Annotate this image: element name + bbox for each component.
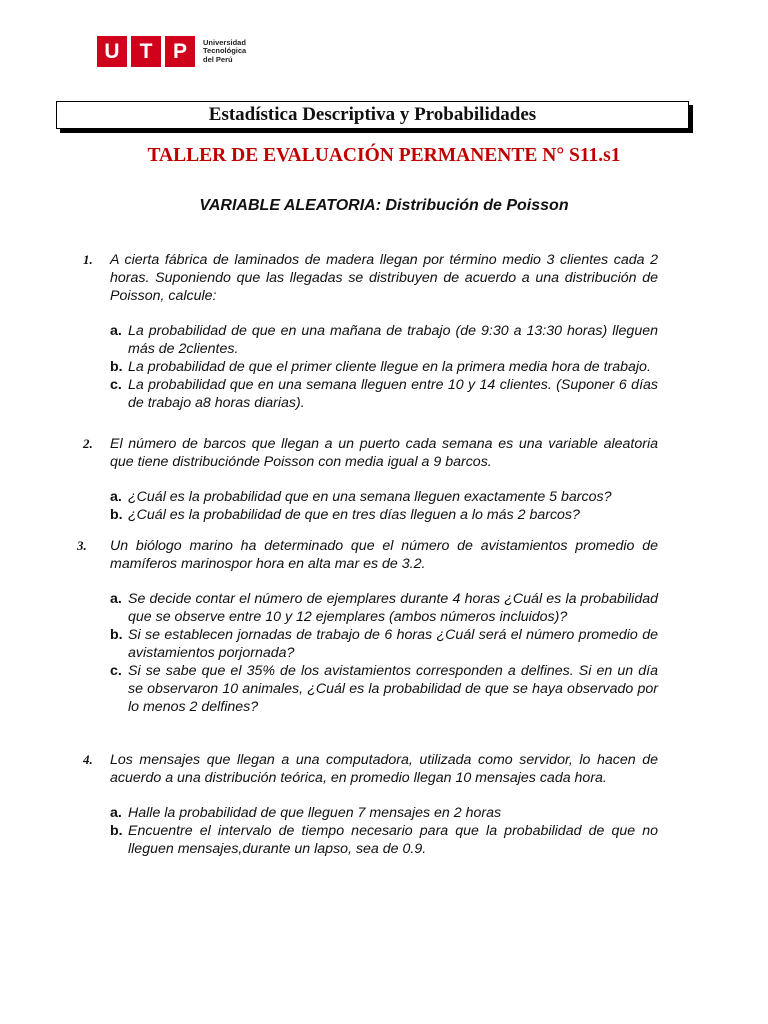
item-text: Halle la probabilidad de que lleguen 7 mensajes en 2 horas [128, 805, 502, 821]
item-text: La probabilidad que en una semana lleguen entre 10 y 14 clientes. (Suponer 6 días de trabajo a8 horas diarias). [128, 377, 658, 411]
problem-number: 2. [83, 436, 93, 451]
item-text: ¿Cuál es la probabilidad que en una semana lleguen exactamente 5 barcos? [128, 489, 612, 505]
problem-item [110, 626, 658, 662]
item-letter: b. [110, 359, 123, 375]
problem-3 [77, 537, 658, 716]
workshop-title: TALLER DE EVALUACIÓN PERMANENTE N° S11.s1 [147, 145, 621, 166]
item-letter: c. [110, 663, 122, 679]
problem-item [110, 804, 658, 822]
problem-item [110, 506, 658, 524]
problem-item [110, 488, 658, 506]
item-letter: a. [110, 489, 122, 505]
logo-letter-u: U [97, 36, 127, 67]
problem-item [110, 376, 658, 412]
problem-item [110, 590, 658, 626]
item-text: Si se sabe que el 35% de los avistamientos corresponden a delfines. Si en un día se observaron 10 animales, ¿Cuál es la probabilidad de que se haya observado por lo menos 2 delfines? [128, 663, 658, 715]
item-letter: a. [110, 805, 122, 821]
problem-number: 4. [83, 752, 93, 767]
problem-statement: Los mensajes que llegan a una computadora, utilizada como servidor, lo hacen de acuerdo a una distribución teórica, en promedio llegan 10 mensajes cada hora. [110, 752, 658, 786]
problem-statement: Un biólogo marino ha determinado que el número de avistamientos promedio de mamíferos marinospor hora en alta mar es de 3.2. [110, 538, 658, 572]
problem-4 [83, 751, 658, 858]
item-letter: a. [110, 591, 122, 607]
topic-heading: VARIABLE ALEATORIA: Distribución de Poisson [199, 197, 569, 214]
item-letter: b. [110, 823, 123, 839]
problem-item [110, 662, 658, 716]
item-text: ¿Cuál es la probabilidad de que en tres días lleguen a lo más 2 barcos? [128, 507, 580, 523]
logo-text-line-2: Tecnológica [203, 46, 247, 56]
item-letter: a. [110, 323, 122, 339]
utp-logo [97, 36, 246, 67]
course-title: Estadística Descriptiva y Probabilidades [208, 104, 537, 125]
problem-item [110, 822, 658, 858]
item-text: La probabilidad de que el primer cliente llegue en la primera media hora de trabajo. [128, 359, 651, 375]
item-text: Si se establecen jornadas de trabajo de 6 horas ¿Cuál será el número promedio de avistamientos porjornada? [128, 627, 658, 661]
problem-statement: A cierta fábrica de laminados de madera llegan por término medio 3 clientes cada 2 horas. Suponiendo que las llegadas se distribuyen de acuerdo a una distribución de Poisson, calcule: [110, 252, 658, 304]
problem-item [110, 322, 658, 358]
logo-text [203, 39, 246, 65]
item-text: Encuentre el intervalo de tiempo necesario para que la probabilidad de que no lleguen mensajes,durante un lapso, sea de 0.9. [128, 823, 658, 857]
problem-statement: El número de barcos que llegan a un puerto cada semana es una variable aleatoria que tiene distribuciónde Poisson con media igual a 9 barcos. [110, 436, 658, 470]
problem-2 [83, 435, 658, 524]
item-letter: b. [110, 627, 123, 643]
item-text: Se decide contar el número de ejemplares durante 4 horas ¿Cuál es la probabilidad que se observe entre 10 y 12 ejemplares (ambos números incluidos)? [128, 591, 658, 625]
item-text: La probabilidad de que en una mañana de trabajo (de 9:30 a 13:30 horas) lleguen más de 2clientes. [128, 323, 658, 357]
problem-number: 3. [77, 538, 87, 553]
item-letter: c. [110, 377, 122, 393]
logo-text-line-1: Universidad [203, 37, 246, 47]
logo-letter-t: T [131, 36, 161, 67]
logo-text-line-3: del Perú [203, 54, 233, 64]
problem-number: 1. [83, 252, 93, 267]
problem-1 [83, 251, 658, 412]
course-title-box [56, 101, 689, 129]
logo-letter-p: P [165, 36, 195, 67]
item-letter: b. [110, 507, 123, 523]
problem-item [110, 358, 658, 376]
